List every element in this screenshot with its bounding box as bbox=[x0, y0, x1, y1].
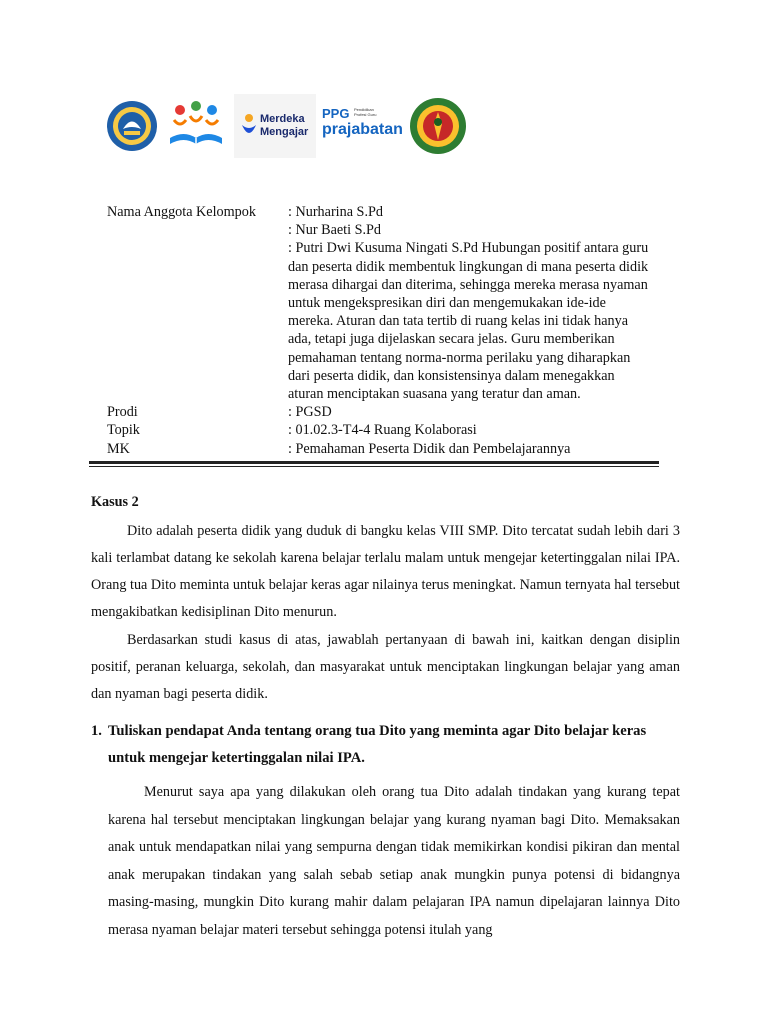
case-paragraph: Dito adalah peserta didik yang duduk di bangku kelas VIII SMP. Dito tercatat sudah lebih dari 3 kali terlambat datang ke sekolah karena belajar terlalu malam untuk mengejar ketertinggalan nilai IPA. Orang tua Dito meminta untuk belajar keras agar nilainya terus meningkat. Namun ternyata hal tersebut mengakibatkan kedisiplinan Dito menurun. bbox=[91, 523, 680, 620]
document-body bbox=[91, 490, 680, 944]
question-text: Tuliskan pendapat Anda tentang orang tua Dito yang meminta agar Dito belajar keras untuk mengejar ketertinggalan nilai IPA. bbox=[108, 723, 647, 766]
mk-row bbox=[107, 440, 679, 458]
topik-label: Topik bbox=[107, 422, 140, 439]
mk-value: : Pemahaman Peserta Didik dan Pembelajarannya bbox=[288, 440, 571, 457]
members-line: mereka. Aturan dan tata tertib di ruang kelas ini tidak hanya bbox=[288, 313, 628, 330]
members-line: dan peserta didik membentuk lingkungan di mana peserta didik bbox=[288, 258, 649, 275]
members-line: : Nur Baeti S.Pd bbox=[288, 222, 382, 239]
merdeka-mengajar-line2: Mengajar bbox=[260, 126, 309, 138]
topik-row bbox=[107, 421, 679, 439]
group-info bbox=[107, 203, 679, 458]
question-1 bbox=[91, 718, 680, 772]
instruction-paragraph: Berdasarkan studi kasus di atas, jawablah pertanyaan di bawah ini, kaitkan dengan disiplin positif, peranan keluarga, sekolah, dan masyarakat untuk menciptakan lingkungan belajar yang aman dan nyaman bagi peserta didik. bbox=[91, 632, 680, 702]
mk-label: MK bbox=[107, 440, 130, 457]
ppg-subtitle: Pendidikan Profesi Guru bbox=[354, 107, 377, 117]
ppg-label: PPG bbox=[322, 106, 350, 121]
prodi-value: : PGSD bbox=[288, 404, 332, 421]
members-line: : Putri Dwi Kusuma Ningati S.Pd Hubungan positif antara guru bbox=[288, 240, 649, 257]
merdeka-mengajar-logo bbox=[234, 94, 316, 158]
logo-strip bbox=[104, 94, 468, 158]
answer-paragraph: Menurut saya apa yang dilakukan oleh orang tua Dito adalah tindakan yang kurang tepat karena hal tersebut menciptakan lingkungan belajar yang kurang nyaman bagi Dito. Memaksakan anak untuk mendapatkan nilai yang sempurna dengan tidak memikirkan kondisi pikiran dan mental anak merupakan tindakan yang salah sebab setiap anak mungkin punya potensi di bidangnya masing-masing, mungkin Dito kurang mahir dalam pelajaran IPA namun dipelajaran lainnya Dito merasa nyaman belajar materi tersebut sehingga potensi itulah yang bbox=[108, 784, 680, 938]
divider-thick bbox=[89, 461, 659, 464]
members-line: ada, tetapi juga dijelaskan secara jelas. Guru memberikan bbox=[288, 331, 615, 348]
members-row bbox=[107, 203, 679, 403]
prodi-row bbox=[107, 403, 679, 421]
members-value bbox=[288, 203, 679, 403]
prodi-label: Prodi bbox=[107, 404, 138, 421]
university-seal-logo bbox=[408, 96, 468, 156]
ppg-prajabatan-logo bbox=[320, 94, 404, 158]
members-line: dari peserta didik, dan konsistensinya dalam menegakkan bbox=[288, 367, 615, 384]
members-line: merasa dihargai dan diterima, sehingga mereka merasa nyaman bbox=[288, 276, 648, 293]
members-line: : Nurharina S.Pd bbox=[288, 204, 383, 220]
case-heading: Kasus 2 bbox=[91, 494, 139, 510]
merdeka-mengajar-icon bbox=[240, 113, 258, 139]
topik-value: : 01.02.3-T4-4 Ruang Kolaborasi bbox=[288, 422, 477, 439]
members-line: pemahaman tentang norma-norma perilaku yang diharapkan bbox=[288, 349, 631, 366]
education-people-book-logo bbox=[164, 98, 228, 154]
merdeka-mengajar-line1: Merdeka bbox=[260, 113, 305, 125]
members-line: aturan menciptakan suasana yang teratur dan aman. bbox=[288, 386, 581, 403]
prajabatan-label: prajabatan bbox=[322, 121, 403, 138]
divider-thin bbox=[89, 466, 659, 467]
members-label: Nama Anggota Kelompok bbox=[107, 204, 256, 220]
question-number: 1. bbox=[91, 723, 102, 739]
tut-wuri-handayani-logo bbox=[104, 98, 160, 154]
members-line: untuk mengekspresikan diri dan mengemukakan ide-ide bbox=[288, 295, 606, 312]
